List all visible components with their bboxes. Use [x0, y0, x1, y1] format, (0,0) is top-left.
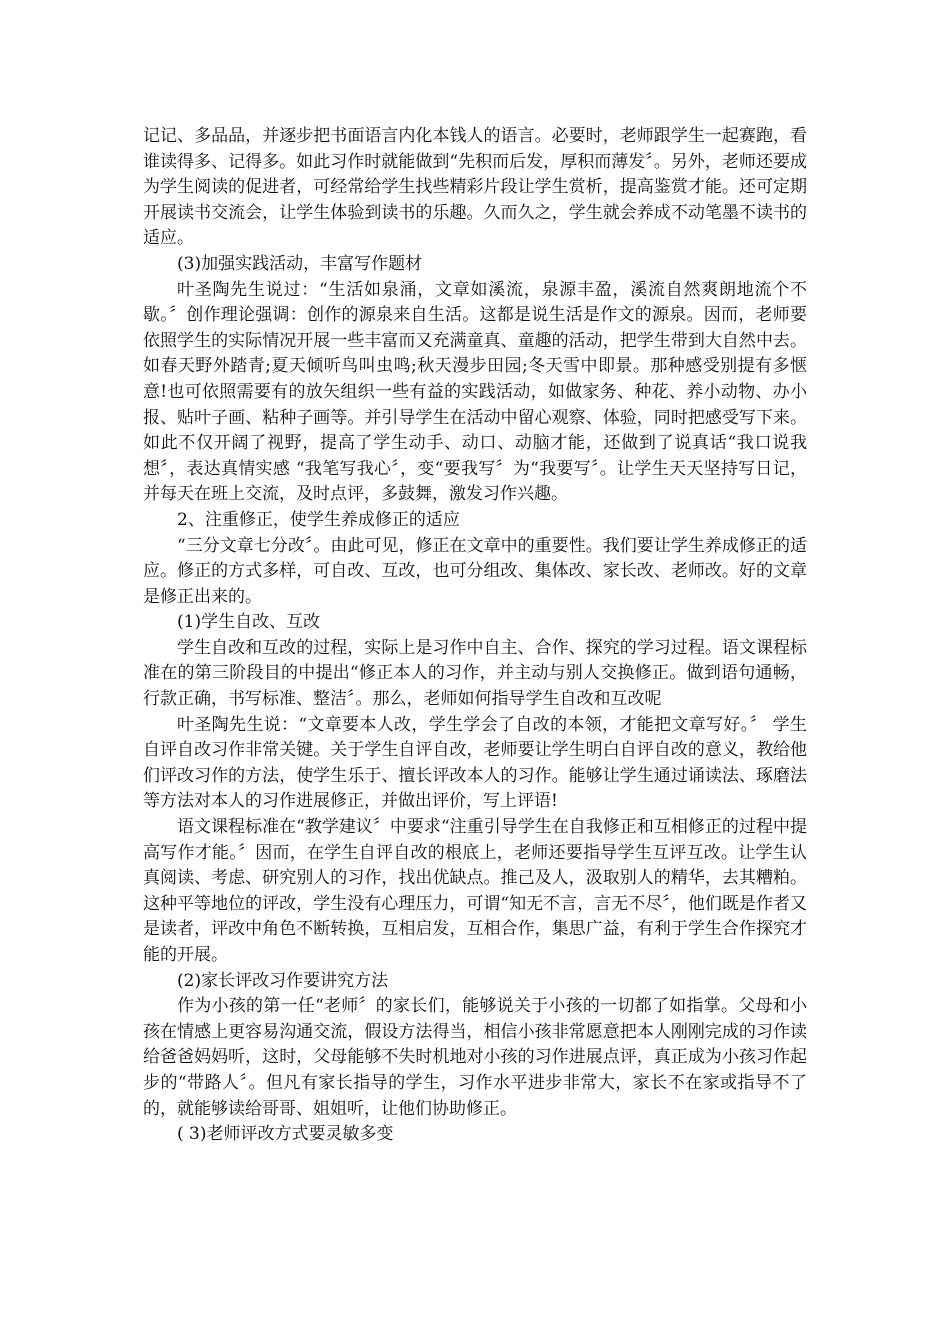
document-body	[143, 124, 807, 1148]
paragraph-1: 记记、多品品，并逐步把书面语言内化本钱人的语言。必要时，老师跟学生一起赛跑，看谁读得多、记得多。如此习作时就能做到“先积而后发，厚积而薄发〞。另外，老师还要成为学生阅读的促进者，可经常给学生找些精彩片段让学生赏析，提高鉴赏才能。还可定期开展读书交流会，让学生体验到读书的乐趣。久而久之，学生就会养成不动笔墨不读书的适应。	[143, 126, 807, 249]
paragraph-parent-revision: 作为小孩的第一任“老师〞的家长们，能够说关于小孩的一切都了如指掌。父母和小孩在情感上更容易沟通交流，假设方法得当，相信小孩非常愿意把本人刚刚完成的习作读给爸爸妈妈听，这时，父母能够不失时机地对小孩的习作进展点评，真正成为小孩习作起步的“带路人〞。但凡有家长指导的学生，习作水平进步非常大，家长不在家或指导不了的，就能够读给哥哥、姐姐听，让他们协助修正。	[143, 996, 807, 1119]
heading-parent-revision: (2)家长评改习作要讲究方法	[177, 970, 389, 991]
heading-practice-activities: (3)加强实践活动，丰富写作题材	[177, 253, 423, 274]
paragraph-self-peer-process: 学生自改和互改的过程，实际上是习作中自主、合作、探究的学习过程。语文课程标准在的第三阶段目的中提出“修正本人的习作，并主动与别人交换修正。做到语句通畅，行款正确，书写标准、整洁〞。那么，老师如何指导学生自改和互改呢	[143, 637, 807, 710]
paragraph-ye-shengtao-life: 叶圣陶先生说过：“生活如泉涌，文章如溪流，泉源丰盈，溪流自然爽朗地流个不歇。〞创作理论强调：创作的源泉来自生活。这都是说生活是作文的源泉。因而，老师要依照学生的实际情况开展一些丰富而又充满童真、童趣的活动，把学生带到大自然中去。如春天野外踏青;夏天倾听鸟叫虫鸣;秋天漫步田园;冬天雪中即景。那种感受别提有多惬意!也可依照需要有的放矢组织一些有益的实践活动，如做家务、种花、养小动物、办小报、贴叶子画、粘种子画等。并引导学生在活动中留心观察、体验，同时把感受写下来。如此不仅开阔了视野，提高了学生动手、动口、动脑才能，还做到了说真话“我口说我想〞，表达真情实感 “我笔写我心〞，变“要我写〞为“我要写〞。让学生天天坚持写日记，并每天在班上交流，及时点评，多鼓舞，激发习作兴趣。	[143, 279, 807, 505]
paragraph-ye-shengtao-revision: 叶圣陶先生说：“文章要本人改，学生学会了自改的本领，才能把文章写好。〞 学生自评自改习作非常关键。关于学生自评自改，老师要让学生明白自评自改的意义，教给他们评改习作的方法，使学生乐于、擅长评改本人的习作。能够让学生通过诵读法、琢磨法等方法对本人的习作进展修正，并做出评价，写上评语!	[143, 714, 807, 812]
paragraph-revision-importance: “三分文章七分改〞。由此可见，修正在文章中的重要性。我们要让学生养成修正的适应。修正的方式多样，可自改、互改，也可分组改、集体改、家长改、老师改。好的文章是修正出来的。	[143, 535, 807, 607]
paragraph-curriculum-suggestion: 语文课程标准在“教学建议〞中要求“注重引导学生在自我修正和互相修正的过程中提高写作才能。〞因而，在学生自评自改的根底上，老师还要指导学生互评互改。让学生认真阅读、考虑、研究别人的习作，找出优缺点。推己及人，汲取别人的精华，去其糟粕。这种平等地位的评改，学生没有心理压力，可谓“知无不言，言无不尽〞，他们既是作者又是读者，评改中角色不断转换，互相启发，互相合作，集思广益，有利于学生合作探究才能的开展。	[143, 817, 807, 965]
heading-revision-habits: 2、注重修正，使学生养成修正的适应	[177, 509, 460, 530]
heading-teacher-revision: ( 3)老师评改方式要灵敏多变	[177, 1124, 394, 1145]
heading-self-peer-revision: (1)学生自改、互改	[177, 612, 321, 633]
